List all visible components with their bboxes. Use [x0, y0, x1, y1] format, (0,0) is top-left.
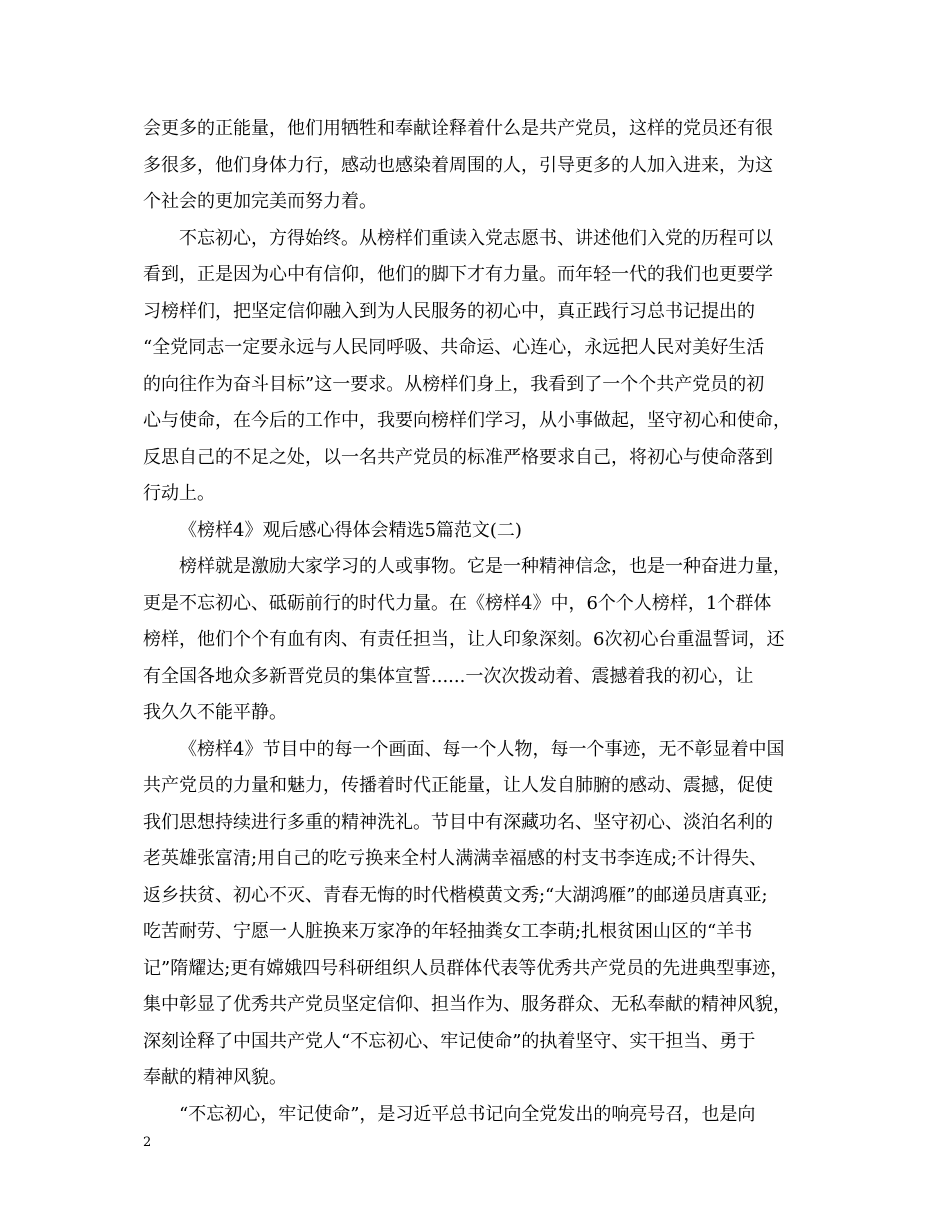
text-line: 看到，正是因为心中有信仰，他们的脚下才有力量。而年轻一代的我们也更要学 [143, 264, 773, 285]
text-line: 榜样就是激励大家学习的人或事物。它是一种精神信念，也是一种奋进力量， [179, 556, 791, 577]
text-line: 我久久不能平静。 [143, 702, 287, 723]
text-line: 榜样，他们个个有血有肉、有责任担当，让人印象深刻。6次初心台重温誓词，还 [143, 629, 785, 650]
text-line: 《榜样4》节目中的每一个画面、每一个人物，每一个事迹，无不彰显着中国 [179, 738, 785, 760]
text-line: 行动上。 [143, 483, 215, 504]
text-line: 反思自己的不足之处，以一名共产党员的标准严格要求自己，将初心与使命落到 [143, 446, 773, 468]
text-line: 不忘初心，方得始终。从榜样们重读入党志愿书、讲述他们入党的历程可以 [179, 227, 773, 249]
document-body [143, 111, 813, 1133]
text-line: 习榜样们，把坚定信仰融入到为人民服务的初心中，真正践行习总书记提出的 [143, 300, 755, 322]
text-line: 心与使命，在今后的工作中，我要向榜样们学习，从小事做起，坚守初心和使命， [143, 410, 791, 431]
text-line: “全党同志一定要永远与人民同呼吸、共命运、心连心，永远把人民对美好生活 [143, 337, 765, 358]
text-line: 返乡扶贫、初心不灭、青春无悔的时代楷模黄文秀;“大湖鸿雁”的邮递员唐真亚; [143, 884, 768, 906]
text-line: 多很多，他们身体力行，感动也感染着周围的人，引导更多的人加入进来，为这 [143, 154, 773, 176]
text-line: 个社会的更加完美而努力着。 [143, 191, 377, 212]
text-line: 的向往作为奋斗目标”这一要求。从榜样们身上，我看到了一个个共产党员的初 [143, 373, 765, 395]
text-line: 我们思想持续进行多重的精神洗礼。节目中有深藏功名、坚守初心、淡泊名利的 [143, 811, 773, 833]
text-line: 共产党员的力量和魅力，传播着时代正能量，让人发自肺腑的感动、震撼，促使 [143, 775, 773, 796]
section-heading: 《榜样4》观后感心得体会精选5篇范文(二) [179, 519, 522, 541]
text-line: 会更多的正能量，他们用牺牲和奉献诠释着什么是共产党员，这样的党员还有很 [143, 118, 773, 139]
text-line: 老英雄张富清;用自己的吃亏换来全村人满满幸福感的村支书李连成;不计得失、 [143, 848, 768, 869]
page-number: 2 [143, 1135, 152, 1150]
text-line: 记”隋耀达;更有嫦娥四号科研组织人员群体代表等优秀共产党员的先进典型事迹， [143, 957, 789, 979]
text-line: 奉献的精神风貌。 [143, 1067, 287, 1088]
text-line: 集中彰显了优秀共产党员坚定信仰、担当作为、服务群众、无私奉献的精神风貌， [143, 994, 791, 1015]
text-line: 有全国各地众多新晋党员的集体宣誓......一次次拨动着、震撼着我的初心，让 [143, 665, 754, 687]
text-line: 深刻诠释了中国共产党人“不忘初心、牢记使命”的执着坚守、实干担当、勇于 [143, 1030, 756, 1052]
text-line: “不忘初心，牢记使命”，是习近平总书记向全党发出的响亮号召，也是向 [179, 1103, 756, 1125]
text-line: 吃苦耐劳、宁愿一人脏换来万家净的年轻抽粪女工李萌;扎根贫困山区的“羊书 [143, 921, 753, 942]
text-line: 更是不忘初心、砥砺前行的时代力量。在《榜样4》中，6个个人榜样，1个群体 [143, 592, 772, 614]
